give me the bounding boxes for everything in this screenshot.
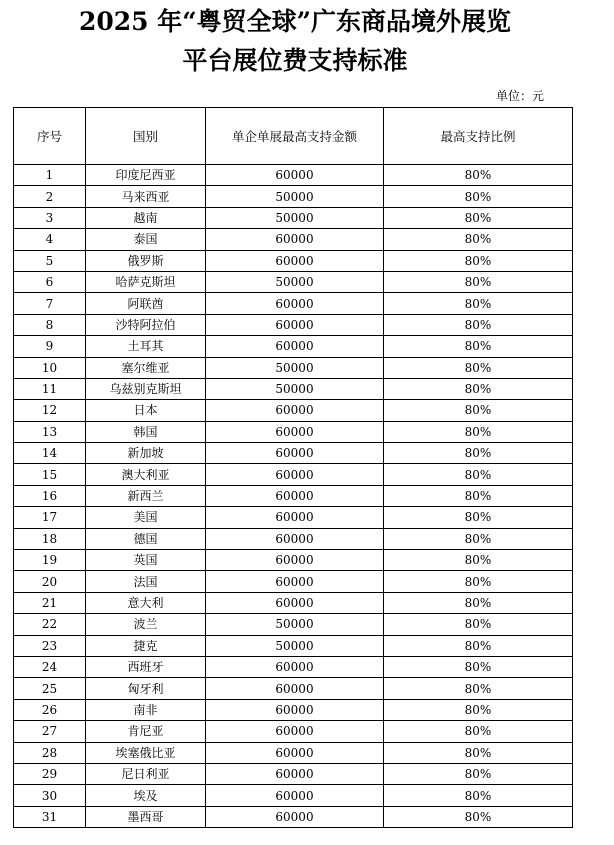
cell-country: 捷克 (86, 635, 206, 656)
cell-max-support-amount: 60000 (206, 550, 384, 571)
cell-country: 肯尼亚 (86, 721, 206, 742)
table-row (14, 785, 573, 806)
cell-max-support-ratio: 80% (384, 207, 573, 228)
table-row (14, 592, 573, 613)
cell-max-support-amount: 60000 (206, 443, 384, 464)
cell-max-support-amount: 60000 (206, 507, 384, 528)
cell-max-support-amount: 60000 (206, 229, 384, 250)
cell-max-support-ratio: 80% (384, 400, 573, 421)
cell-country: 匈牙利 (86, 678, 206, 699)
cell-country: 尼日利亚 (86, 763, 206, 784)
cell-country: 英国 (86, 550, 206, 571)
cell-max-support-ratio: 80% (384, 293, 573, 314)
cell-max-support-ratio: 80% (384, 165, 573, 186)
cell-max-support-ratio: 80% (384, 336, 573, 357)
cell-serial-number: 14 (14, 443, 86, 464)
cell-serial-number: 8 (14, 314, 86, 335)
cell-max-support-ratio: 80% (384, 357, 573, 378)
cell-max-support-amount: 60000 (206, 421, 384, 442)
cell-max-support-amount: 60000 (206, 656, 384, 677)
cell-country: 印度尼西亚 (86, 165, 206, 186)
cell-serial-number: 25 (14, 678, 86, 699)
table-row (14, 464, 573, 485)
cell-country: 波兰 (86, 614, 206, 635)
table-row (14, 400, 573, 421)
cell-max-support-ratio: 80% (384, 742, 573, 763)
cell-country: 日本 (86, 400, 206, 421)
cell-max-support-amount: 50000 (206, 207, 384, 228)
cell-max-support-ratio: 80% (384, 763, 573, 784)
cell-max-support-amount: 60000 (206, 464, 384, 485)
cell-serial-number: 17 (14, 507, 86, 528)
support-standard-table (13, 107, 573, 828)
cell-country: 新西兰 (86, 485, 206, 506)
cell-max-support-ratio: 80% (384, 443, 573, 464)
cell-serial-number: 6 (14, 271, 86, 292)
table-row (14, 742, 573, 763)
cell-max-support-amount: 60000 (206, 485, 384, 506)
cell-max-support-ratio: 80% (384, 464, 573, 485)
cell-serial-number: 18 (14, 528, 86, 549)
table-row (14, 528, 573, 549)
cell-max-support-amount: 60000 (206, 678, 384, 699)
cell-serial-number: 23 (14, 635, 86, 656)
table-row (14, 314, 573, 335)
cell-max-support-amount: 60000 (206, 400, 384, 421)
cell-serial-number: 9 (14, 336, 86, 357)
unit-label: 单位：元 (496, 89, 545, 103)
document-title-line-1: 2025 年“粤贸全球”广东商品境外展览 (78, 7, 512, 36)
cell-max-support-amount: 60000 (206, 528, 384, 549)
cell-serial-number: 27 (14, 721, 86, 742)
cell-max-support-amount: 60000 (206, 571, 384, 592)
cell-max-support-amount: 50000 (206, 378, 384, 399)
cell-max-support-amount: 60000 (206, 785, 384, 806)
cell-max-support-amount: 50000 (206, 186, 384, 207)
header-max-support-ratio: 最高支持比例 (384, 108, 573, 165)
cell-max-support-amount: 60000 (206, 806, 384, 827)
cell-serial-number: 24 (14, 656, 86, 677)
header-country: 国别 (86, 108, 206, 165)
cell-country: 西班牙 (86, 656, 206, 677)
cell-max-support-ratio: 80% (384, 378, 573, 399)
cell-max-support-amount: 60000 (206, 742, 384, 763)
cell-serial-number: 29 (14, 763, 86, 784)
cell-country: 土耳其 (86, 336, 206, 357)
table-header-row (14, 108, 573, 165)
cell-serial-number: 3 (14, 207, 86, 228)
cell-max-support-ratio: 80% (384, 785, 573, 806)
cell-max-support-amount: 50000 (206, 614, 384, 635)
table-row (14, 485, 573, 506)
table-row (14, 678, 573, 699)
table-row (14, 635, 573, 656)
cell-serial-number: 22 (14, 614, 86, 635)
table-row (14, 550, 573, 571)
cell-country: 俄罗斯 (86, 250, 206, 271)
header-serial-number: 序号 (14, 108, 86, 165)
cell-country: 哈萨克斯坦 (86, 271, 206, 292)
table-row (14, 378, 573, 399)
cell-serial-number: 30 (14, 785, 86, 806)
cell-serial-number: 31 (14, 806, 86, 827)
table-body (14, 165, 573, 828)
cell-country: 越南 (86, 207, 206, 228)
cell-country: 新加坡 (86, 443, 206, 464)
cell-max-support-ratio: 80% (384, 485, 573, 506)
table-row (14, 656, 573, 677)
cell-max-support-ratio: 80% (384, 550, 573, 571)
table-row (14, 357, 573, 378)
cell-country: 墨西哥 (86, 806, 206, 827)
cell-max-support-ratio: 80% (384, 614, 573, 635)
cell-serial-number: 19 (14, 550, 86, 571)
cell-max-support-amount: 60000 (206, 250, 384, 271)
document-title-line-2: 平台展位费支持标准 (182, 46, 408, 75)
cell-max-support-amount: 50000 (206, 635, 384, 656)
cell-max-support-ratio: 80% (384, 678, 573, 699)
cell-serial-number: 2 (14, 186, 86, 207)
table-row (14, 721, 573, 742)
cell-max-support-ratio: 80% (384, 186, 573, 207)
cell-max-support-amount: 60000 (206, 314, 384, 335)
table-row (14, 443, 573, 464)
cell-max-support-ratio: 80% (384, 592, 573, 613)
cell-serial-number: 20 (14, 571, 86, 592)
cell-max-support-amount: 60000 (206, 721, 384, 742)
cell-country: 沙特阿拉伯 (86, 314, 206, 335)
cell-country: 意大利 (86, 592, 206, 613)
cell-country: 乌兹别克斯坦 (86, 378, 206, 399)
cell-serial-number: 16 (14, 485, 86, 506)
cell-country: 南非 (86, 699, 206, 720)
cell-max-support-ratio: 80% (384, 806, 573, 827)
cell-max-support-ratio: 80% (384, 571, 573, 592)
cell-serial-number: 5 (14, 250, 86, 271)
cell-serial-number: 12 (14, 400, 86, 421)
cell-country: 美国 (86, 507, 206, 528)
cell-max-support-ratio: 80% (384, 314, 573, 335)
cell-serial-number: 11 (14, 378, 86, 399)
cell-serial-number: 15 (14, 464, 86, 485)
cell-max-support-amount: 60000 (206, 699, 384, 720)
cell-max-support-ratio: 80% (384, 229, 573, 250)
cell-serial-number: 4 (14, 229, 86, 250)
header-max-support-amount: 单企单展最高支持金额 (206, 108, 384, 165)
cell-max-support-amount: 60000 (206, 293, 384, 314)
cell-max-support-ratio: 80% (384, 528, 573, 549)
cell-max-support-ratio: 80% (384, 421, 573, 442)
cell-country: 澳大利亚 (86, 464, 206, 485)
table-row (14, 293, 573, 314)
cell-country: 韩国 (86, 421, 206, 442)
table-row (14, 207, 573, 228)
table-row (14, 421, 573, 442)
table-row (14, 250, 573, 271)
cell-country: 阿联酋 (86, 293, 206, 314)
cell-country: 马来西亚 (86, 186, 206, 207)
cell-max-support-ratio: 80% (384, 271, 573, 292)
cell-max-support-ratio: 80% (384, 250, 573, 271)
table-row (14, 806, 573, 827)
cell-serial-number: 28 (14, 742, 86, 763)
table-row (14, 507, 573, 528)
cell-country: 泰国 (86, 229, 206, 250)
cell-country: 埃及 (86, 785, 206, 806)
cell-country: 法国 (86, 571, 206, 592)
table-row (14, 336, 573, 357)
cell-serial-number: 7 (14, 293, 86, 314)
cell-max-support-ratio: 80% (384, 721, 573, 742)
table-row (14, 614, 573, 635)
cell-serial-number: 1 (14, 165, 86, 186)
cell-max-support-ratio: 80% (384, 507, 573, 528)
cell-max-support-ratio: 80% (384, 656, 573, 677)
cell-max-support-amount: 50000 (206, 271, 384, 292)
cell-max-support-ratio: 80% (384, 635, 573, 656)
cell-max-support-amount: 60000 (206, 165, 384, 186)
table-row (14, 229, 573, 250)
table-row (14, 271, 573, 292)
cell-country: 塞尔维亚 (86, 357, 206, 378)
cell-serial-number: 26 (14, 699, 86, 720)
table-row (14, 571, 573, 592)
cell-country: 埃塞俄比亚 (86, 742, 206, 763)
cell-serial-number: 21 (14, 592, 86, 613)
table-row (14, 186, 573, 207)
cell-serial-number: 10 (14, 357, 86, 378)
table-row (14, 165, 573, 186)
cell-serial-number: 13 (14, 421, 86, 442)
cell-max-support-amount: 50000 (206, 357, 384, 378)
cell-max-support-amount: 60000 (206, 336, 384, 357)
table-row (14, 763, 573, 784)
cell-country: 德国 (86, 528, 206, 549)
cell-max-support-amount: 60000 (206, 763, 384, 784)
table-row (14, 699, 573, 720)
cell-max-support-ratio: 80% (384, 699, 573, 720)
cell-max-support-amount: 60000 (206, 592, 384, 613)
